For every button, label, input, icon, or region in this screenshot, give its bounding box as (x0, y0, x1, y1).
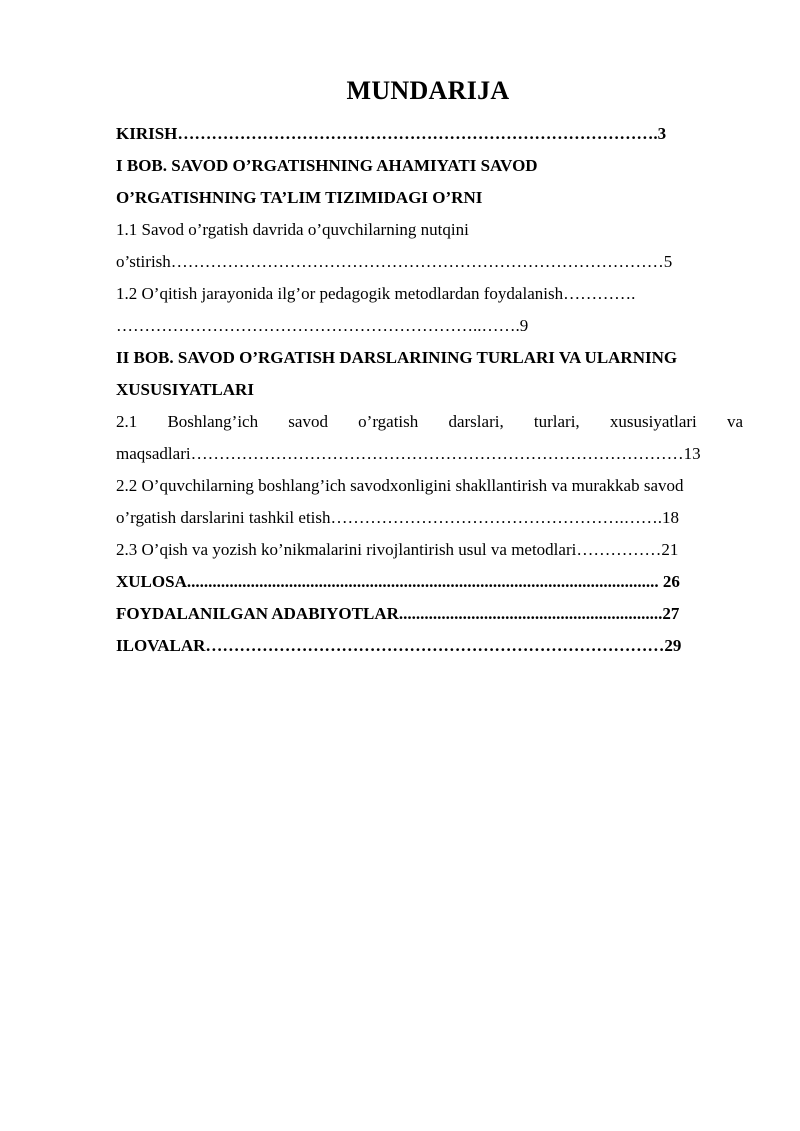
toc-entry-adabiyotlar: FOYDALANILGAN ADABIYOTLAR..............................................................27 (116, 604, 680, 623)
toc-entry-xulosa: XULOSA............................................................................................................... 26 (116, 572, 680, 591)
toc-chapter-1-line-2: O’RGATISHNING TA’LIM TIZIMIDAGI O’RNI (116, 188, 483, 207)
toc-section-2-2-line-1: 2.2 O’quvchilarning boshlang’ich savodxonligini shakllantirish va murakkab savod (116, 476, 684, 495)
toc-chapter-2-line-1: II BOB. SAVOD O’RGATISH DARSLARINING TURLARI VA ULARNING (116, 348, 678, 367)
toc-section-2-2-line-2: o’rgatish darslarini tashkil etish…………………………………………….…….18 (116, 508, 680, 527)
table-of-contents (116, 118, 743, 662)
toc-entry-ilovalar: ILOVALAR………………………………………………………………………29 (116, 636, 682, 655)
toc-chapter-2-line-2: XUSUSIYATLARI (116, 380, 254, 399)
toc-chapter-1-line-1: I BOB. SAVOD O’RGATISHNING AHAMIYATI SAVOD (116, 156, 538, 175)
toc-section-1-1-line-1: 1.1 Savod o’rgatish davrida o’quvchilarning nutqini (116, 220, 469, 239)
toc-entry-kirish: KIRISH………………………………………………………………………….3 (116, 124, 667, 143)
toc-section-2-3: 2.3 O’qish va yozish ko’nikmalarini rivojlantirish usul va metodlari……………21 (116, 540, 679, 559)
toc-section-2-1-line-1: 2.1 Boshlang’ich savod o’rgatish darslari, turlari, xususiyatlari va (116, 412, 743, 431)
toc-section-1-2-line-1: 1.2 O’qitish jarayonida ilg’or pedagogik metodlardan foydalanish…………. (116, 284, 636, 303)
page-title: MUNDARIJA (346, 76, 510, 105)
toc-section-1-1-line-2: o’stirish……………………………………………………………………………5 (116, 252, 673, 271)
toc-section-1-2-line-2: ………………………………………………………..…….9 (116, 316, 529, 335)
toc-section-2-1-line-2: maqsadlari……………………………………………………………………………13 (116, 444, 701, 463)
